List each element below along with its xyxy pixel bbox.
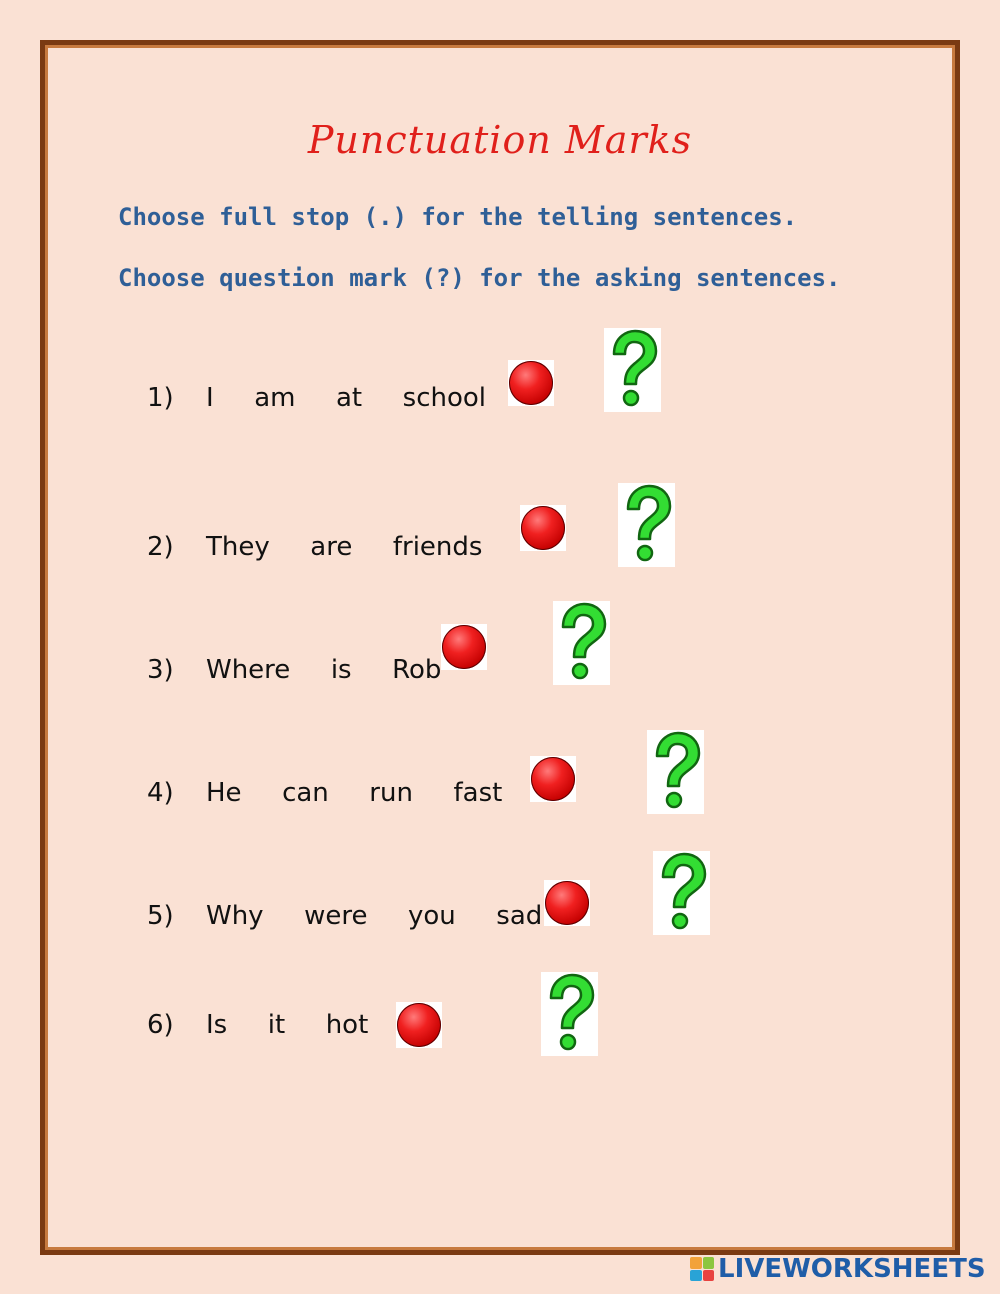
- full-stop-option[interactable]: [520, 505, 566, 551]
- question-sentence: Is it hot: [206, 1010, 369, 1040]
- question-mark-option[interactable]: [647, 730, 704, 814]
- question-mark-option[interactable]: [604, 328, 661, 412]
- question-number: 2): [147, 532, 174, 562]
- full-stop-option[interactable]: [396, 1002, 442, 1048]
- full-stop-option[interactable]: [441, 624, 487, 670]
- worksheet-title: Punctuation Marks: [307, 118, 693, 162]
- question-mark-option[interactable]: [553, 601, 610, 685]
- question-sentence: He can run fast: [206, 778, 503, 808]
- instruction-question-mark: Choose question mark (?) for the asking sentences.: [118, 264, 841, 292]
- question-sentence: Where is Rob: [206, 655, 442, 685]
- red-dot-icon: [545, 881, 589, 925]
- question-number: 3): [147, 655, 174, 685]
- logo-icon: [690, 1257, 714, 1281]
- instruction-full-stop: Choose full stop (.) for the telling sentences.: [118, 203, 798, 231]
- red-dot-icon: [509, 361, 553, 405]
- question-sentence: They are friends: [206, 532, 483, 562]
- question-mark-option[interactable]: [541, 972, 598, 1056]
- question-number: 1): [147, 383, 174, 413]
- full-stop-option[interactable]: [508, 360, 554, 406]
- question-mark-option[interactable]: [618, 483, 675, 567]
- red-dot-icon: [521, 506, 565, 550]
- question-mark-option[interactable]: [653, 851, 710, 935]
- question-sentence: I am at school: [206, 383, 486, 413]
- question-number: 4): [147, 778, 174, 808]
- full-stop-option[interactable]: [544, 880, 590, 926]
- red-dot-icon: [397, 1003, 441, 1047]
- question-number: 6): [147, 1010, 174, 1040]
- red-dot-icon: [442, 625, 486, 669]
- full-stop-option[interactable]: [530, 756, 576, 802]
- logo-text: LIVEWORKSHEETS: [718, 1254, 986, 1284]
- liveworksheets-logo: [690, 1254, 986, 1284]
- question-number: 5): [147, 901, 174, 931]
- red-dot-icon: [531, 757, 575, 801]
- question-sentence: Why were you sad: [206, 901, 543, 931]
